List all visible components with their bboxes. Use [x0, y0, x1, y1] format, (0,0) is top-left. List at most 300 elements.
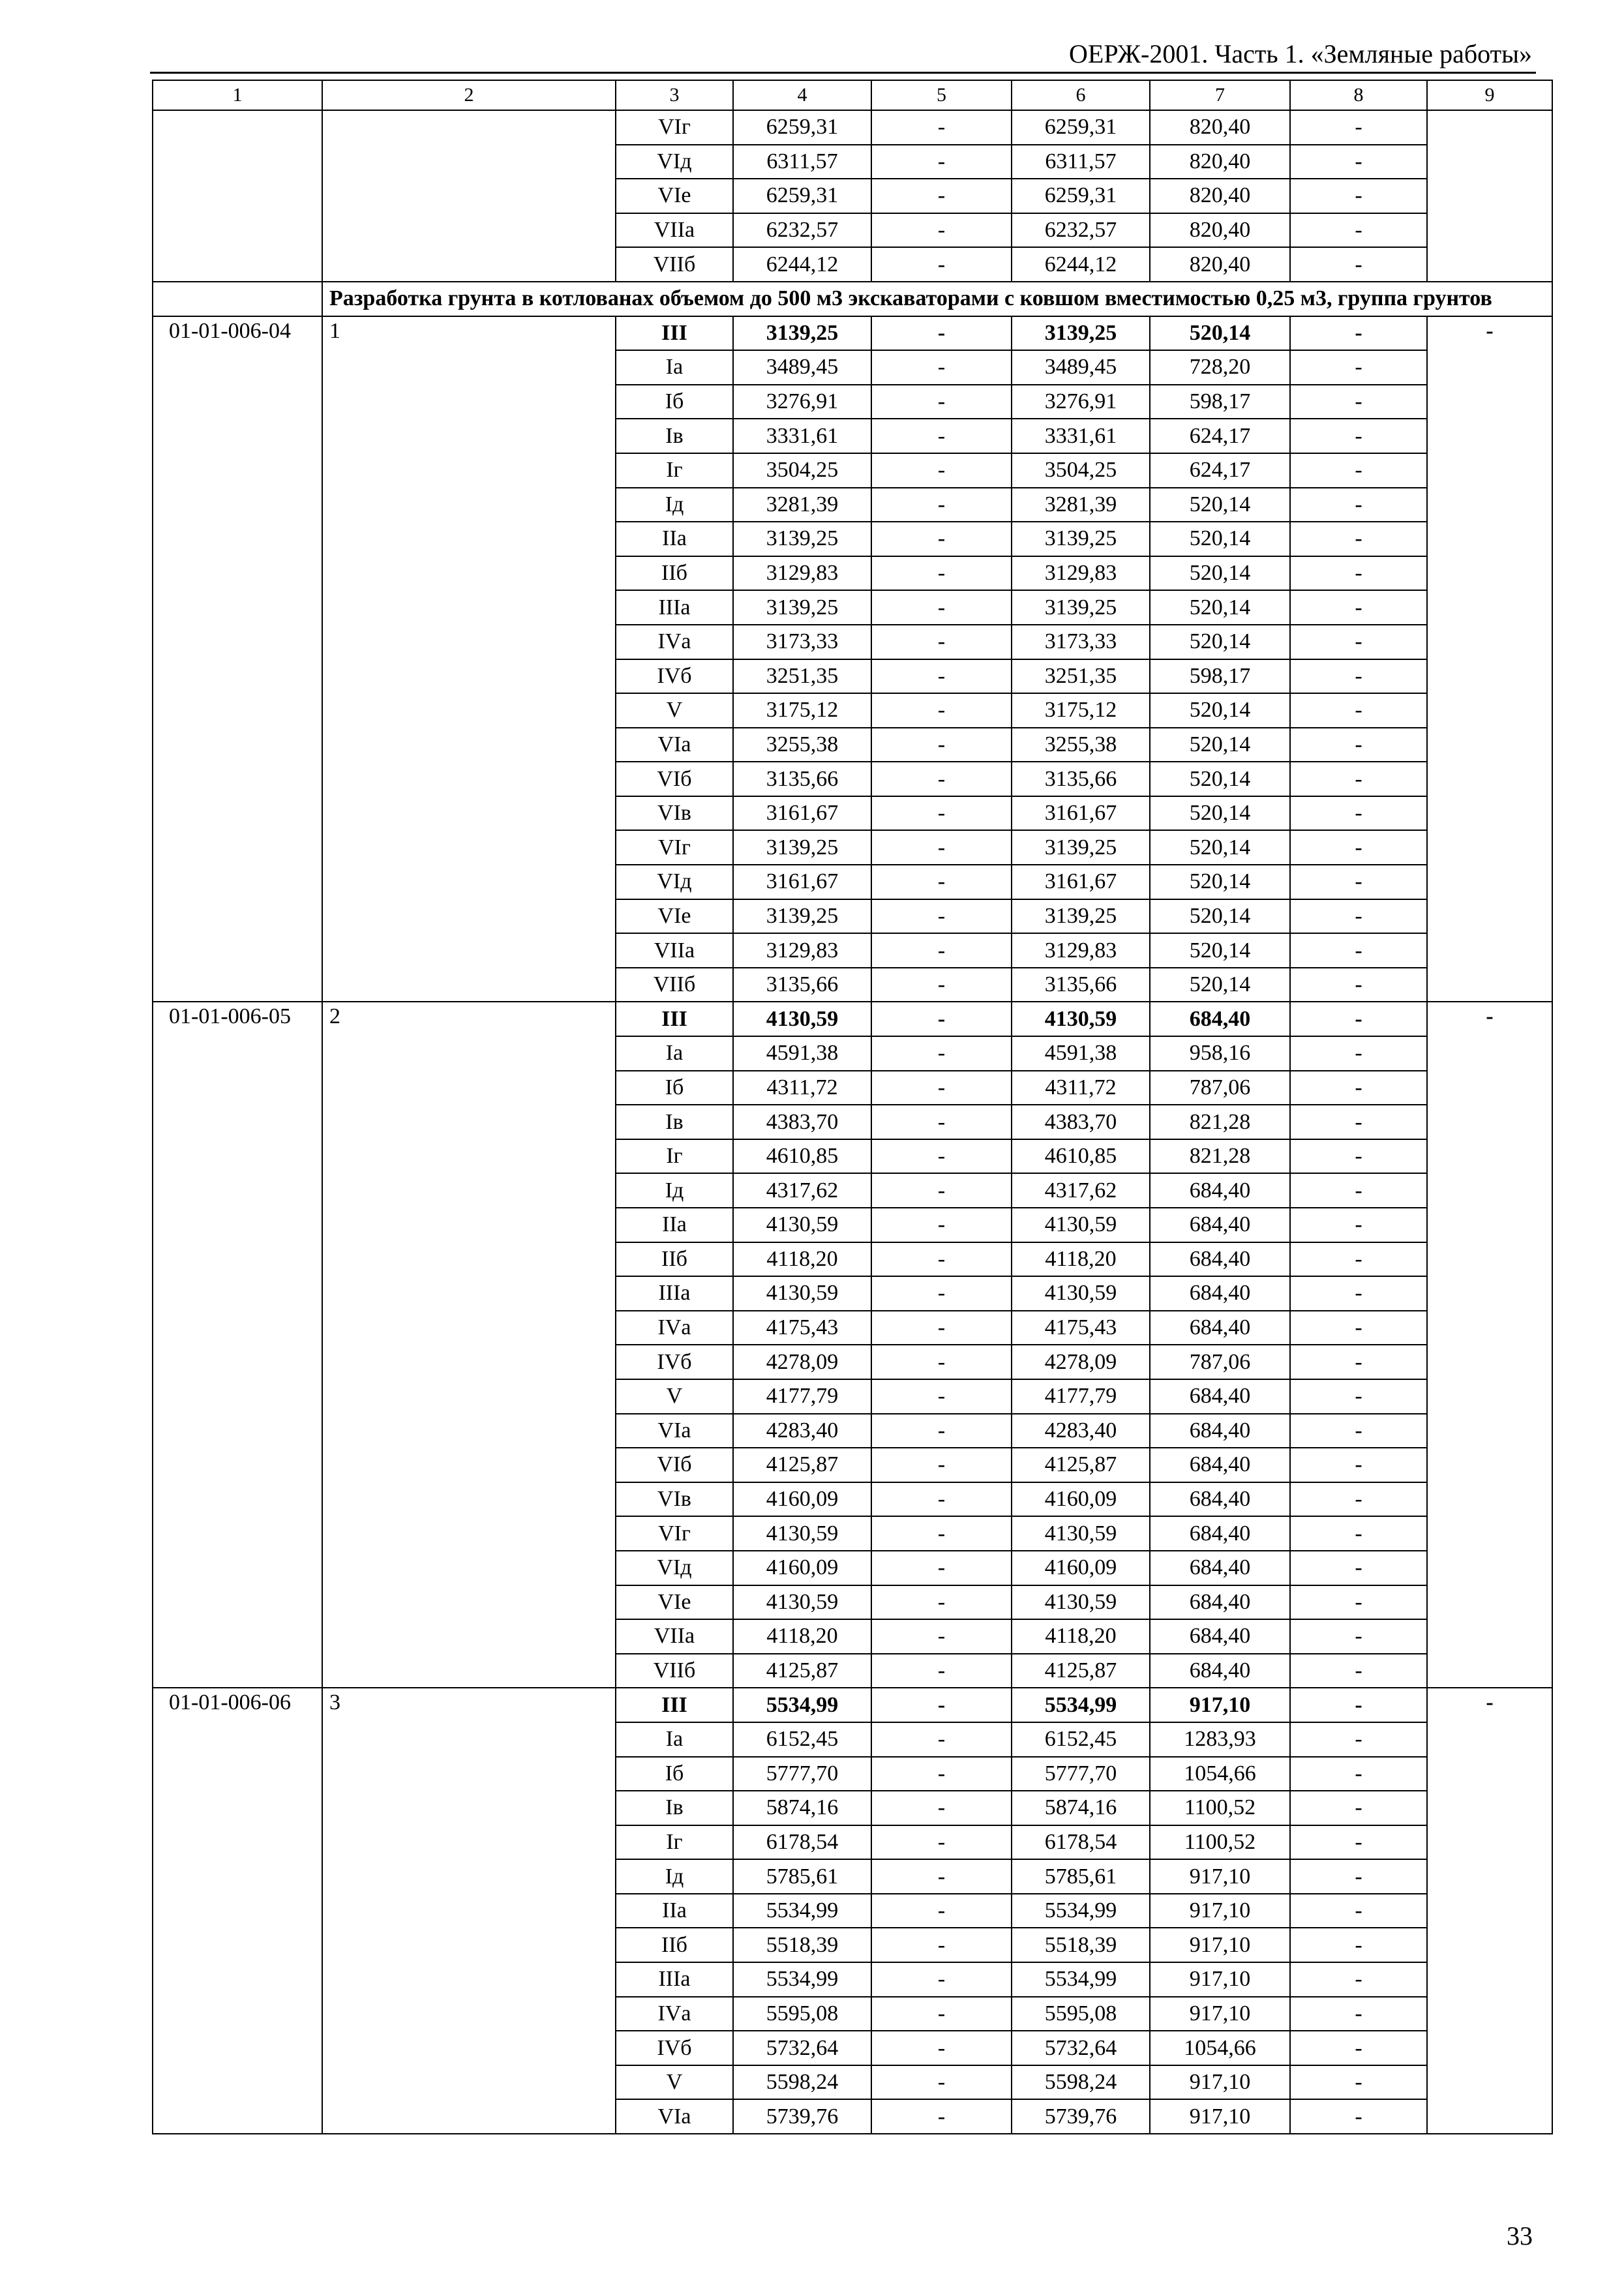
materials-cost-cell: -	[1290, 865, 1427, 899]
direct-cost-cell: 6311,57	[733, 145, 871, 179]
direct-cost-cell: 4311,72	[733, 1071, 871, 1105]
soil-group-cell: VIе	[616, 1585, 733, 1620]
labor-cost-cell: -	[871, 2099, 1012, 2134]
soil-group-cell: IIIа	[616, 1962, 733, 1997]
labor-cost-cell: -	[871, 1894, 1012, 1928]
direct-cost-cell: 4175,43	[733, 1311, 871, 1345]
materials-cost-cell: -	[1290, 968, 1427, 1002]
labor-cost-cell: -	[871, 1791, 1012, 1825]
soil-group-cell: IVа	[616, 625, 733, 659]
labor-cost-cell: -	[871, 1276, 1012, 1311]
materials-cost-cell: -	[1290, 1928, 1427, 1962]
materials-cost-cell: -	[1290, 453, 1427, 488]
machine-cost-cell: 4130,59	[1012, 1002, 1150, 1036]
operator-wage-cell: 520,14	[1150, 522, 1290, 556]
soil-group-cell: VIд	[616, 1551, 733, 1585]
operator-wage-cell: 820,40	[1150, 145, 1290, 179]
soil-group-cell: VIд	[616, 145, 733, 179]
direct-cost-cell: 6259,31	[733, 179, 871, 213]
table-row	[153, 1002, 1552, 1036]
column-number-row	[153, 80, 1552, 110]
soil-group-cell: Iб	[616, 1757, 733, 1791]
labor-cost-cell: -	[871, 213, 1012, 248]
labor-cost-cell: -	[871, 796, 1012, 831]
materials-cost-cell: -	[1290, 179, 1427, 213]
section-title: Разработка грунта в котлованах объемом до 500 м3 экскаваторами с ковшом вместимостью 0,25 м3, группа грунтов	[322, 282, 1552, 316]
operator-wage-cell: 684,40	[1150, 1654, 1290, 1688]
direct-cost-cell: 4118,20	[733, 1619, 871, 1654]
soil-group-cell: VIб	[616, 762, 733, 796]
labor-cost-cell: -	[871, 1859, 1012, 1894]
materials-cost-cell: -	[1290, 1516, 1427, 1551]
operator-wage-cell: 728,20	[1150, 350, 1290, 385]
materials-cost-cell: -	[1290, 316, 1427, 351]
machine-cost-cell: 3139,25	[1012, 899, 1150, 934]
direct-cost-cell: 3161,67	[733, 865, 871, 899]
operator-wage-cell: 520,14	[1150, 556, 1290, 591]
labor-cost-cell: -	[871, 488, 1012, 522]
direct-cost-cell: 5732,64	[733, 2031, 871, 2065]
operator-wage-cell: 821,28	[1150, 1105, 1290, 1139]
table-row	[153, 1688, 1552, 1722]
machine-cost-cell: 5534,99	[1012, 1688, 1150, 1722]
labor-cost-cell: -	[871, 1825, 1012, 1860]
materials-cost-cell: -	[1290, 796, 1427, 831]
direct-cost-cell: 3276,91	[733, 385, 871, 419]
operator-wage-cell: 821,28	[1150, 1139, 1290, 1174]
machine-cost-cell: 6311,57	[1012, 145, 1150, 179]
labor-cost-cell: -	[871, 1928, 1012, 1962]
machine-cost-cell: 4278,09	[1012, 1345, 1150, 1379]
machine-cost-cell: 4383,70	[1012, 1105, 1150, 1139]
direct-cost-cell: 4130,59	[733, 1516, 871, 1551]
number-cell: 3	[322, 1688, 616, 2134]
direct-cost-cell: 3255,38	[733, 728, 871, 762]
materials-cost-cell: -	[1290, 1414, 1427, 1448]
labor-cost-cell: -	[871, 1516, 1012, 1551]
machine-cost-cell: 6152,45	[1012, 1722, 1150, 1757]
machine-cost-cell: 4160,09	[1012, 1551, 1150, 1585]
machine-cost-cell: 5595,08	[1012, 1997, 1150, 2031]
operator-wage-cell: 520,14	[1150, 316, 1290, 351]
labor-cost-cell: -	[871, 590, 1012, 625]
materials-cost-cell: -	[1290, 1311, 1427, 1345]
materials-cost-cell: -	[1290, 1585, 1427, 1620]
operator-wage-cell: 684,40	[1150, 1276, 1290, 1311]
materials-cost-cell: -	[1290, 1688, 1427, 1722]
machine-cost-cell: 4130,59	[1012, 1208, 1150, 1242]
column-number: 3	[616, 80, 733, 110]
direct-cost-cell: 4118,20	[733, 1242, 871, 1277]
machine-cost-cell: 4311,72	[1012, 1071, 1150, 1105]
machine-cost-cell: 4610,85	[1012, 1139, 1150, 1174]
materials-cost-cell: -	[1290, 1173, 1427, 1208]
operator-wage-cell: 684,40	[1150, 1448, 1290, 1482]
machine-cost-cell: 4125,87	[1012, 1448, 1150, 1482]
direct-cost-cell: 3173,33	[733, 625, 871, 659]
direct-cost-cell: 6259,31	[733, 110, 871, 145]
number-cell	[322, 110, 616, 282]
materials-cost-cell: -	[1290, 1276, 1427, 1311]
direct-cost-cell: 3139,25	[733, 590, 871, 625]
machine-cost-cell: 4283,40	[1012, 1414, 1150, 1448]
column-9-cell: -	[1427, 316, 1552, 1002]
labor-cost-cell: -	[871, 968, 1012, 1002]
operator-wage-cell: 917,10	[1150, 1928, 1290, 1962]
machine-cost-cell: 5732,64	[1012, 2031, 1150, 2065]
labor-cost-cell: -	[871, 1002, 1012, 1036]
direct-cost-cell: 4283,40	[733, 1414, 871, 1448]
direct-cost-cell: 4130,59	[733, 1585, 871, 1620]
section-title-row	[153, 282, 1552, 316]
materials-cost-cell: -	[1290, 1962, 1427, 1997]
direct-cost-cell: 4591,38	[733, 1036, 871, 1071]
soil-group-cell: IIа	[616, 1208, 733, 1242]
column-number: 7	[1150, 80, 1290, 110]
operator-wage-cell: 958,16	[1150, 1036, 1290, 1071]
direct-cost-cell: 5518,39	[733, 1928, 871, 1962]
machine-cost-cell: 4130,59	[1012, 1585, 1150, 1620]
direct-cost-cell: 3161,67	[733, 796, 871, 831]
soil-group-cell: Iд	[616, 488, 733, 522]
operator-wage-cell: 520,14	[1150, 796, 1290, 831]
labor-cost-cell: -	[871, 1105, 1012, 1139]
labor-cost-cell: -	[871, 1379, 1012, 1414]
labor-cost-cell: -	[871, 1448, 1012, 1482]
materials-cost-cell: -	[1290, 1448, 1427, 1482]
operator-wage-cell: 820,40	[1150, 213, 1290, 248]
machine-cost-cell: 3331,61	[1012, 419, 1150, 453]
operator-wage-cell: 684,40	[1150, 1619, 1290, 1654]
operator-wage-cell: 684,40	[1150, 1551, 1290, 1585]
machine-cost-cell: 4118,20	[1012, 1242, 1150, 1277]
operator-wage-cell: 1100,52	[1150, 1825, 1290, 1860]
labor-cost-cell: -	[871, 1139, 1012, 1174]
labor-cost-cell: -	[871, 865, 1012, 899]
labor-cost-cell: -	[871, 728, 1012, 762]
labor-cost-cell: -	[871, 1654, 1012, 1688]
direct-cost-cell: 4130,59	[733, 1002, 871, 1036]
machine-cost-cell: 5874,16	[1012, 1791, 1150, 1825]
soil-group-cell: IIа	[616, 522, 733, 556]
machine-cost-cell: 6232,57	[1012, 213, 1150, 248]
soil-group-cell: IVб	[616, 1345, 733, 1379]
materials-cost-cell: -	[1290, 1002, 1427, 1036]
direct-cost-cell: 3139,25	[733, 522, 871, 556]
operator-wage-cell: 520,14	[1150, 693, 1290, 728]
direct-cost-cell: 5534,99	[733, 1688, 871, 1722]
column-9-cell	[1427, 110, 1552, 282]
operator-wage-cell: 520,14	[1150, 933, 1290, 968]
labor-cost-cell: -	[871, 762, 1012, 796]
soil-group-cell: Iа	[616, 1036, 733, 1071]
materials-cost-cell: -	[1290, 762, 1427, 796]
materials-cost-cell: -	[1290, 419, 1427, 453]
machine-cost-cell: 5777,70	[1012, 1757, 1150, 1791]
labor-cost-cell: -	[871, 522, 1012, 556]
machine-cost-cell: 3489,45	[1012, 350, 1150, 385]
soil-group-cell: IIб	[616, 556, 733, 591]
direct-cost-cell: 3175,12	[733, 693, 871, 728]
direct-cost-cell: 4317,62	[733, 1173, 871, 1208]
labor-cost-cell: -	[871, 1311, 1012, 1345]
labor-cost-cell: -	[871, 1414, 1012, 1448]
soil-group-cell: IVа	[616, 1997, 733, 2031]
materials-cost-cell: -	[1290, 1859, 1427, 1894]
soil-group-cell: Iд	[616, 1859, 733, 1894]
soil-group-cell: IVб	[616, 2031, 733, 2065]
direct-cost-cell: 4177,79	[733, 1379, 871, 1414]
operator-wage-cell: 684,40	[1150, 1482, 1290, 1517]
soil-group-cell: VIг	[616, 110, 733, 145]
labor-cost-cell: -	[871, 1036, 1012, 1071]
labor-cost-cell: -	[871, 316, 1012, 351]
machine-cost-cell: 4160,09	[1012, 1482, 1150, 1517]
operator-wage-cell: 917,10	[1150, 1688, 1290, 1722]
labor-cost-cell: -	[871, 1997, 1012, 2031]
materials-cost-cell: -	[1290, 693, 1427, 728]
column-9-cell: -	[1427, 1688, 1552, 2134]
operator-wage-cell: 684,40	[1150, 1311, 1290, 1345]
labor-cost-cell: -	[871, 1551, 1012, 1585]
operator-wage-cell: 624,17	[1150, 453, 1290, 488]
operator-wage-cell: 520,14	[1150, 762, 1290, 796]
soil-group-cell: IIб	[616, 1242, 733, 1277]
labor-cost-cell: -	[871, 1757, 1012, 1791]
soil-group-cell: VIе	[616, 179, 733, 213]
machine-cost-cell: 3139,25	[1012, 522, 1150, 556]
machine-cost-cell: 5534,99	[1012, 1962, 1150, 1997]
soil-group-cell: VIа	[616, 1414, 733, 1448]
materials-cost-cell: -	[1290, 213, 1427, 248]
labor-cost-cell: -	[871, 1962, 1012, 1997]
materials-cost-cell: -	[1290, 1757, 1427, 1791]
machine-cost-cell: 3139,25	[1012, 316, 1150, 351]
operator-wage-cell: 598,17	[1150, 385, 1290, 419]
operator-wage-cell: 917,10	[1150, 2065, 1290, 2100]
machine-cost-cell: 4130,59	[1012, 1276, 1150, 1311]
labor-cost-cell: -	[871, 1722, 1012, 1757]
labor-cost-cell: -	[871, 899, 1012, 934]
labor-cost-cell: -	[871, 2031, 1012, 2065]
machine-cost-cell: 3276,91	[1012, 385, 1150, 419]
operator-wage-cell: 917,10	[1150, 1894, 1290, 1928]
machine-cost-cell: 5739,76	[1012, 2099, 1150, 2134]
labor-cost-cell: -	[871, 179, 1012, 213]
materials-cost-cell: -	[1290, 1722, 1427, 1757]
operator-wage-cell: 917,10	[1150, 2099, 1290, 2134]
page-header: ОЕРЖ-2001. Часть 1. «Земляные работы»	[1069, 39, 1532, 68]
direct-cost-cell: 4130,59	[733, 1208, 871, 1242]
materials-cost-cell: -	[1290, 830, 1427, 865]
materials-cost-cell: -	[1290, 488, 1427, 522]
direct-cost-cell: 3139,25	[733, 830, 871, 865]
table-row	[153, 316, 1552, 351]
soil-group-cell: VIIа	[616, 213, 733, 248]
direct-cost-cell: 4610,85	[733, 1139, 871, 1174]
materials-cost-cell: -	[1290, 625, 1427, 659]
labor-cost-cell: -	[871, 625, 1012, 659]
soil-group-cell: Iб	[616, 385, 733, 419]
operator-wage-cell: 520,14	[1150, 728, 1290, 762]
machine-cost-cell: 4175,43	[1012, 1311, 1150, 1345]
machine-cost-cell: 3129,83	[1012, 556, 1150, 591]
soil-group-cell: V	[616, 693, 733, 728]
soil-group-cell: V	[616, 1379, 733, 1414]
code-cell	[153, 110, 322, 282]
direct-cost-cell: 5598,24	[733, 2065, 871, 2100]
direct-cost-cell: 3139,25	[733, 899, 871, 934]
machine-cost-cell: 3135,66	[1012, 762, 1150, 796]
machine-cost-cell: 4118,20	[1012, 1619, 1150, 1654]
soil-group-cell: VIб	[616, 1448, 733, 1482]
materials-cost-cell: -	[1290, 385, 1427, 419]
machine-cost-cell: 4125,87	[1012, 1654, 1150, 1688]
operator-wage-cell: 1100,52	[1150, 1791, 1290, 1825]
machine-cost-cell: 4317,62	[1012, 1173, 1150, 1208]
direct-cost-cell: 5874,16	[733, 1791, 871, 1825]
number-cell: 1	[322, 316, 616, 1002]
direct-cost-cell: 4160,09	[733, 1482, 871, 1517]
direct-cost-cell: 5534,99	[733, 1962, 871, 1997]
soil-group-cell: VIIб	[616, 247, 733, 282]
operator-wage-cell: 787,06	[1150, 1345, 1290, 1379]
code-cell: 01-01-006-06	[153, 1688, 322, 2134]
column-number: 6	[1012, 80, 1150, 110]
direct-cost-cell: 3504,25	[733, 453, 871, 488]
operator-wage-cell: 820,40	[1150, 247, 1290, 282]
direct-cost-cell: 3135,66	[733, 762, 871, 796]
operator-wage-cell: 684,40	[1150, 1208, 1290, 1242]
machine-cost-cell: 5518,39	[1012, 1928, 1150, 1962]
labor-cost-cell: -	[871, 1688, 1012, 1722]
operator-wage-cell: 520,14	[1150, 865, 1290, 899]
materials-cost-cell: -	[1290, 1379, 1427, 1414]
direct-cost-cell: 6244,12	[733, 247, 871, 282]
column-number: 4	[733, 80, 871, 110]
materials-cost-cell: -	[1290, 556, 1427, 591]
direct-cost-cell: 3139,25	[733, 316, 871, 351]
header-rule	[150, 72, 1536, 74]
operator-wage-cell: 684,40	[1150, 1516, 1290, 1551]
soil-group-cell: VIв	[616, 1482, 733, 1517]
direct-cost-cell: 6152,45	[733, 1722, 871, 1757]
machine-cost-cell: 3173,33	[1012, 625, 1150, 659]
operator-wage-cell: 684,40	[1150, 1414, 1290, 1448]
labor-cost-cell: -	[871, 385, 1012, 419]
labor-cost-cell: -	[871, 350, 1012, 385]
soil-group-cell: Iа	[616, 350, 733, 385]
labor-cost-cell: -	[871, 830, 1012, 865]
soil-group-cell: VIа	[616, 728, 733, 762]
materials-cost-cell: -	[1290, 1036, 1427, 1071]
column-9-cell: -	[1427, 1002, 1552, 1688]
direct-cost-cell: 5534,99	[733, 1894, 871, 1928]
soil-group-cell: VIIа	[616, 933, 733, 968]
direct-cost-cell: 4278,09	[733, 1345, 871, 1379]
soil-group-cell: IIIа	[616, 590, 733, 625]
direct-cost-cell: 3489,45	[733, 350, 871, 385]
labor-cost-cell: -	[871, 933, 1012, 968]
soil-group-cell: Iг	[616, 1825, 733, 1860]
materials-cost-cell: -	[1290, 1105, 1427, 1139]
soil-group-cell: VIIб	[616, 1654, 733, 1688]
soil-group-cell: III	[616, 1688, 733, 1722]
machine-cost-cell: 5598,24	[1012, 2065, 1150, 2100]
labor-cost-cell: -	[871, 1482, 1012, 1517]
materials-cost-cell: -	[1290, 728, 1427, 762]
materials-cost-cell: -	[1290, 2031, 1427, 2065]
labor-cost-cell: -	[871, 247, 1012, 282]
rates-table-container	[152, 80, 1553, 2134]
soil-group-cell: VIв	[616, 796, 733, 831]
section-code-cell	[153, 282, 322, 316]
labor-cost-cell: -	[871, 556, 1012, 591]
direct-cost-cell: 5595,08	[733, 1997, 871, 2031]
operator-wage-cell: 820,40	[1150, 110, 1290, 145]
code-cell: 01-01-006-05	[153, 1002, 322, 1688]
direct-cost-cell: 5785,61	[733, 1859, 871, 1894]
labor-cost-cell: -	[871, 1208, 1012, 1242]
labor-cost-cell: -	[871, 1345, 1012, 1379]
soil-group-cell: Iв	[616, 1791, 733, 1825]
soil-group-cell: IIб	[616, 1928, 733, 1962]
soil-group-cell: IVб	[616, 659, 733, 694]
materials-cost-cell: -	[1290, 1791, 1427, 1825]
direct-cost-cell: 5739,76	[733, 2099, 871, 2134]
materials-cost-cell: -	[1290, 350, 1427, 385]
column-number: 5	[871, 80, 1012, 110]
machine-cost-cell: 3161,67	[1012, 865, 1150, 899]
direct-cost-cell: 4125,87	[733, 1654, 871, 1688]
materials-cost-cell: -	[1290, 2099, 1427, 2134]
operator-wage-cell: 917,10	[1150, 1997, 1290, 2031]
soil-group-cell: Iг	[616, 1139, 733, 1174]
materials-cost-cell: -	[1290, 1997, 1427, 2031]
code-cell: 01-01-006-04	[153, 316, 322, 1002]
operator-wage-cell: 684,40	[1150, 1379, 1290, 1414]
operator-wage-cell: 917,10	[1150, 1859, 1290, 1894]
direct-cost-cell: 4130,59	[733, 1276, 871, 1311]
operator-wage-cell: 684,40	[1150, 1585, 1290, 1620]
soil-group-cell: Iв	[616, 419, 733, 453]
column-number: 9	[1427, 80, 1552, 110]
machine-cost-cell: 3139,25	[1012, 830, 1150, 865]
labor-cost-cell: -	[871, 1173, 1012, 1208]
operator-wage-cell: 598,17	[1150, 659, 1290, 694]
direct-cost-cell: 3251,35	[733, 659, 871, 694]
labor-cost-cell: -	[871, 1585, 1012, 1620]
machine-cost-cell: 3251,35	[1012, 659, 1150, 694]
machine-cost-cell: 3281,39	[1012, 488, 1150, 522]
machine-cost-cell: 3139,25	[1012, 590, 1150, 625]
machine-cost-cell: 3129,83	[1012, 933, 1150, 968]
operator-wage-cell: 820,40	[1150, 179, 1290, 213]
materials-cost-cell: -	[1290, 899, 1427, 934]
soil-group-cell: VIе	[616, 899, 733, 934]
machine-cost-cell: 6178,54	[1012, 1825, 1150, 1860]
soil-group-cell: V	[616, 2065, 733, 2100]
labor-cost-cell: -	[871, 2065, 1012, 2100]
labor-cost-cell: -	[871, 453, 1012, 488]
labor-cost-cell: -	[871, 1619, 1012, 1654]
materials-cost-cell: -	[1290, 1208, 1427, 1242]
operator-wage-cell: 1054,66	[1150, 2031, 1290, 2065]
machine-cost-cell: 6259,31	[1012, 179, 1150, 213]
soil-group-cell: IVа	[616, 1311, 733, 1345]
machine-cost-cell: 6244,12	[1012, 247, 1150, 282]
labor-cost-cell: -	[871, 659, 1012, 694]
